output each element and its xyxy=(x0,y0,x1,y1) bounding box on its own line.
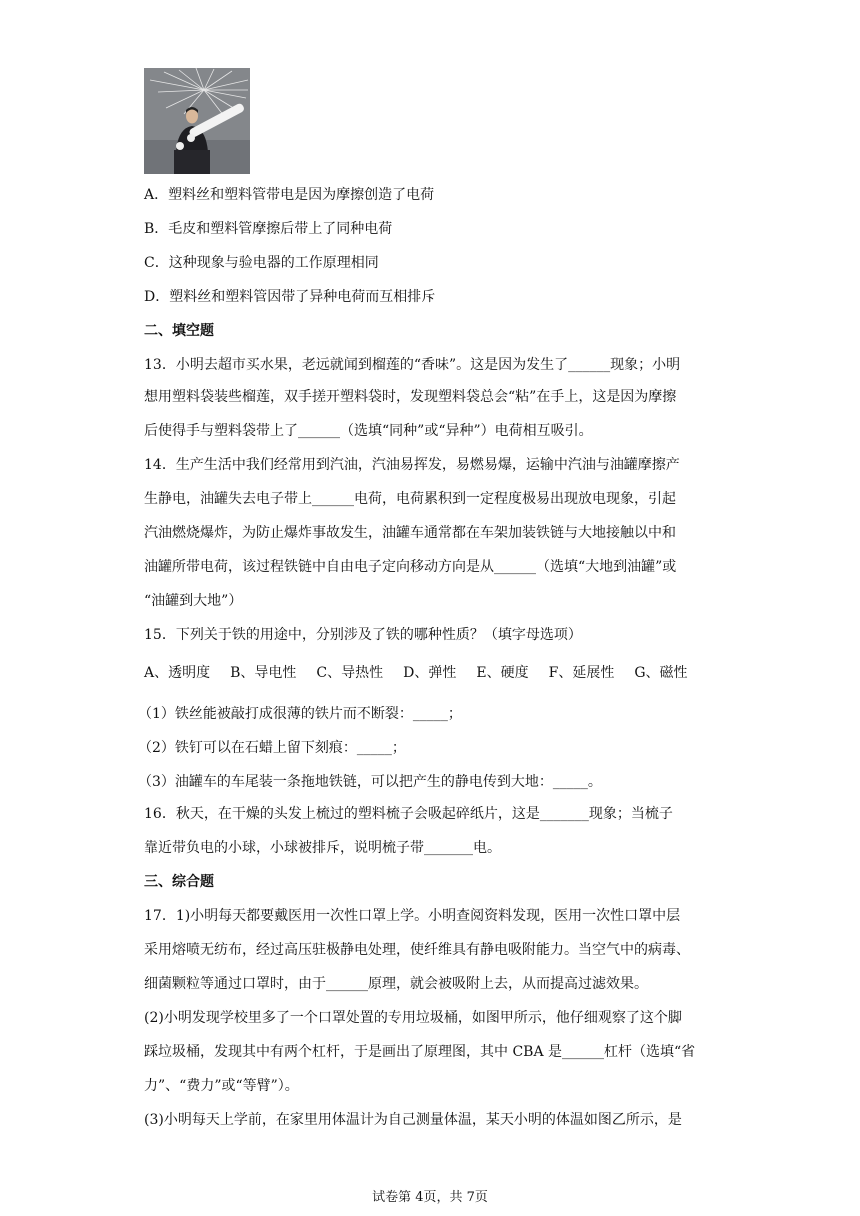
question-13-line: 想用塑料袋装些榴莲，双手搓开塑料袋时，发现塑料袋总会“粘”在手上，这是因为摩擦 xyxy=(144,389,677,405)
option-item: A、透明度 xyxy=(144,665,211,681)
question-14-line: 14．生产生活中我们经常用到汽油，汽油易挥发，易燃易爆，运输中汽油与油罐摩擦产 xyxy=(144,457,680,473)
option-item: E、硬度 xyxy=(476,665,529,681)
section-heading-comprehensive: 三、综合题 xyxy=(144,874,214,890)
question-14-line: 油罐所带电荷，该过程铁链中自由电子定向移动方向是从______（选填“大地到油罐”或 xyxy=(144,559,677,575)
question-15-stem: 15．下列关于铁的用途中，分别涉及了铁的哪种性质？（填字母选项） xyxy=(144,627,582,643)
question-14-line: 生静电，油罐失去电子带上______电荷，电荷累积到一定程度极易出现放电现象，引起 xyxy=(144,491,676,507)
option-c: C．这种现象与验电器的工作原理相同 xyxy=(144,255,379,271)
page-footer: 试卷第 4页，共 7页 xyxy=(372,1190,488,1205)
option-a: A．塑料丝和塑料管带电是因为摩擦创造了电荷 xyxy=(144,187,435,203)
question-16-line: 16．秋天，在干燥的头发上梳过的塑料梳子会吸起碎纸片，这是_______现象；当梳子 xyxy=(144,806,673,822)
experiment-photo xyxy=(144,68,250,174)
question-15-item: （1）铁丝能被敲打成很薄的铁片而不断裂：_____； xyxy=(138,706,462,722)
option-item: B、导电性 xyxy=(230,665,297,681)
option-item: D、弹性 xyxy=(403,665,457,681)
question-15-item: （3）油罐车的车尾装一条拖地铁链，可以把产生的静电传到大地：_____。 xyxy=(138,774,602,790)
question-15-item: （2）铁钉可以在石蜡上留下刻痕：_____； xyxy=(138,740,406,756)
option-d: D．塑料丝和塑料管因带了异种电荷而互相排斥 xyxy=(144,289,436,305)
question-17-line: (3)小明每天上学前，在家里用体温计为自己测量体温，某天小明的体温如图乙所示，是 xyxy=(144,1112,682,1128)
question-15-options xyxy=(144,662,708,684)
question-17-line: 踩垃圾桶，发现其中有两个杠杆，于是画出了原理图，其中 CBA 是______杠杆（选填“省 xyxy=(144,1044,696,1060)
question-17-line: 力”、“费力”或“等臂”）。 xyxy=(144,1078,299,1094)
question-17-line: 细菌颗粒等通过口罩时，由于______原理，就会被吸附上去，从而提高过滤效果。 xyxy=(144,976,648,992)
option-item: G、磁性 xyxy=(634,665,688,681)
question-16-line: 靠近带负电的小球，小球被排斥，说明梳子带_______电。 xyxy=(144,840,501,856)
photo-illustration xyxy=(144,68,250,174)
option-b: B．毛皮和塑料管摩擦后带上了同种电荷 xyxy=(144,221,393,237)
question-14-line: 汽油燃烧爆炸，为防止爆炸事故发生，油罐车通常都在车架加装铁链与大地接触以中和 xyxy=(144,525,676,541)
section-heading-fill-in: 二、填空题 xyxy=(144,323,214,339)
option-item: F、延展性 xyxy=(548,665,615,681)
question-13-line: 后使得手与塑料袋带上了______（选填“同种”或“异种”）电荷相互吸引。 xyxy=(144,423,593,439)
question-17-line: 17．1)小明每天都要戴医用一次性口罩上学。小明查阅资料发现，医用一次性口罩中层 xyxy=(144,908,681,924)
question-13-line: 13．小明去超市买水果，老远就闻到榴莲的“香味”。这是因为发生了______现象；小明 xyxy=(144,357,681,373)
option-item: C、导热性 xyxy=(316,665,384,681)
question-14-line: “油罐到大地”） xyxy=(144,593,243,609)
question-17-line: 采用熔喷无纺布，经过高压驻极静电处理，使纤维具有静电吸附能力。当空气中的病毒、 xyxy=(144,942,690,958)
question-17-line: (2)小明发现学校里多了一个口罩处置的专用垃圾桶，如图甲所示，他仔细观察了这个脚 xyxy=(144,1010,682,1026)
